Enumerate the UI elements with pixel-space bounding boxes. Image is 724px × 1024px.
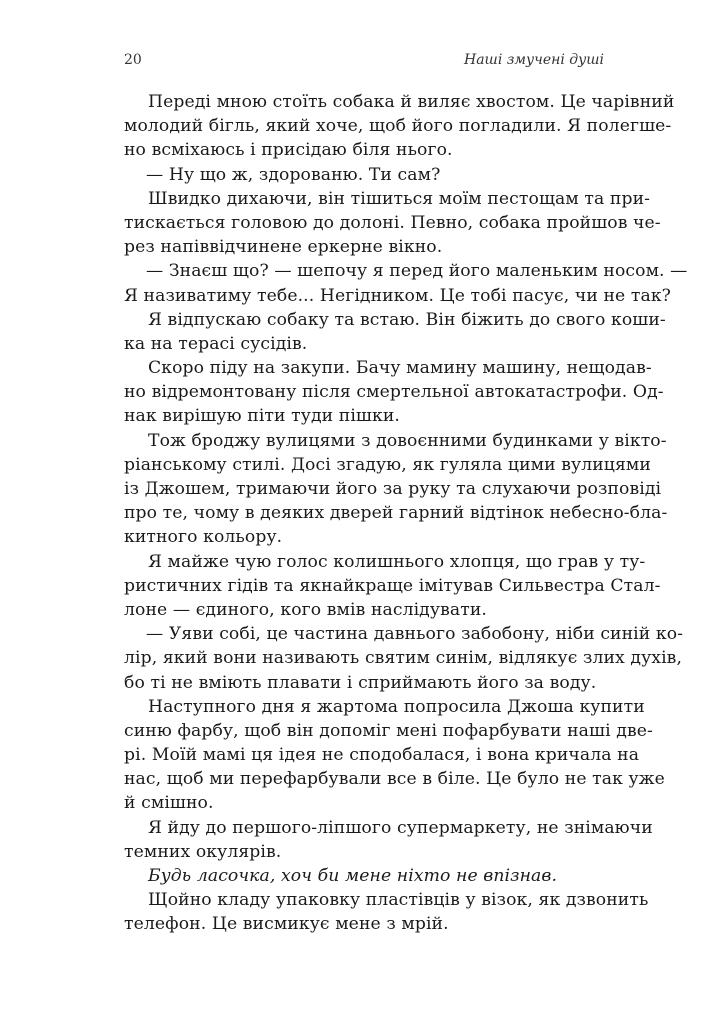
text-line: ріанському стилі. Досі згадую, як гуляла цими вулицями: [124, 454, 651, 475]
text-line: телефон. Це висмикує мене з мрій.: [124, 914, 449, 935]
text-line: синю фарбу, щоб він допоміг мені пофарбувати наші две-: [124, 720, 653, 741]
text-line: Я відпускаю собаку та встаю. Він біжить до свого коши-: [148, 309, 666, 330]
text-line: Я йду до першого-ліпшого супермаркету, не знімаючи: [148, 817, 653, 838]
text-line: Будь ласочка, хоч би мене ніхто не впізнав.: [148, 866, 558, 886]
text-line: Я називатиму тебе... Негідником. Це тобі пасує, чи не так?: [124, 285, 671, 306]
body-text: [124, 90, 688, 937]
running-head: [124, 52, 604, 72]
text-line: ка на терасі сусідів.: [124, 333, 308, 354]
text-line: рез напіввідчинене еркерне вікно.: [124, 237, 443, 258]
text-line: Тож броджу вулицями з довоєнними будинками у вікто-: [148, 430, 667, 451]
text-line: китного кольору.: [124, 527, 283, 548]
text-line: нас, щоб ми перефарбували все в біле. Це було не так уже: [124, 769, 665, 790]
text-line: темних окулярів.: [124, 841, 282, 862]
text-line: тискається головою до долоні. Певно, собака пройшов че-: [124, 212, 661, 233]
text-line: Щойно кладу упаковку пластівців у візок, як дзвонить: [148, 890, 649, 911]
text-line: про те, чому в деяких дверей гарний відтінок небесно-бла-: [124, 503, 668, 524]
text-line: Скоро піду на закупи. Бачу мамину машину, нещодав-: [148, 358, 652, 379]
text-line: но відремонтовану після смертельної автокатастрофи. Од-: [124, 382, 664, 403]
text-line: Переді мною стоїть собака й виляє хвостом. Це чарівний: [148, 92, 675, 112]
text-line: Швидко дихаючи, він тішиться моїм пестощам та при-: [148, 188, 651, 209]
text-line: із Джошем, тримаючи його за руку та слухаючи розповіді: [124, 479, 662, 499]
text-line: — Ну що ж, здорованю. Ти сам?: [146, 164, 441, 185]
text-line: нак вирішую піти туди пішки.: [124, 406, 400, 427]
page-number: 20: [124, 52, 142, 68]
text-line: лір, який вони називають святим синім, відлякує злих духів,: [124, 648, 683, 669]
text-line: рі. Моїй мамі ця ідея не сподобалася, і вона кричала на: [124, 745, 640, 766]
text-line: — Уяви собі, це частина давнього забобону, ніби синій ко-: [146, 624, 684, 645]
text-line: но всміхаюсь і присідаю біля нього.: [124, 140, 453, 161]
text-line: — Знаєш що? — шепочу я перед його маленьким носом. —: [146, 261, 688, 282]
text-line: бо ті не вміють плавати і сприймають його за воду.: [124, 672, 597, 693]
text-line: й смішно.: [124, 793, 214, 814]
book-title: Наші змучені душі: [464, 52, 604, 68]
text-line: Я майже чую голос колишнього хлопця, що грав у ту-: [148, 551, 646, 572]
text-line: лоне — єдиного, кого вмів наслідувати.: [124, 599, 487, 620]
text-line: ристичних гідів та якнайкраще імітував Сильвестра Стал-: [124, 575, 661, 596]
text-line: Наступного дня я жартома попросила Джоша купити: [148, 696, 645, 717]
text-line: молодий бігль, який хоче, щоб його погладили. Я полегше-: [124, 116, 672, 137]
